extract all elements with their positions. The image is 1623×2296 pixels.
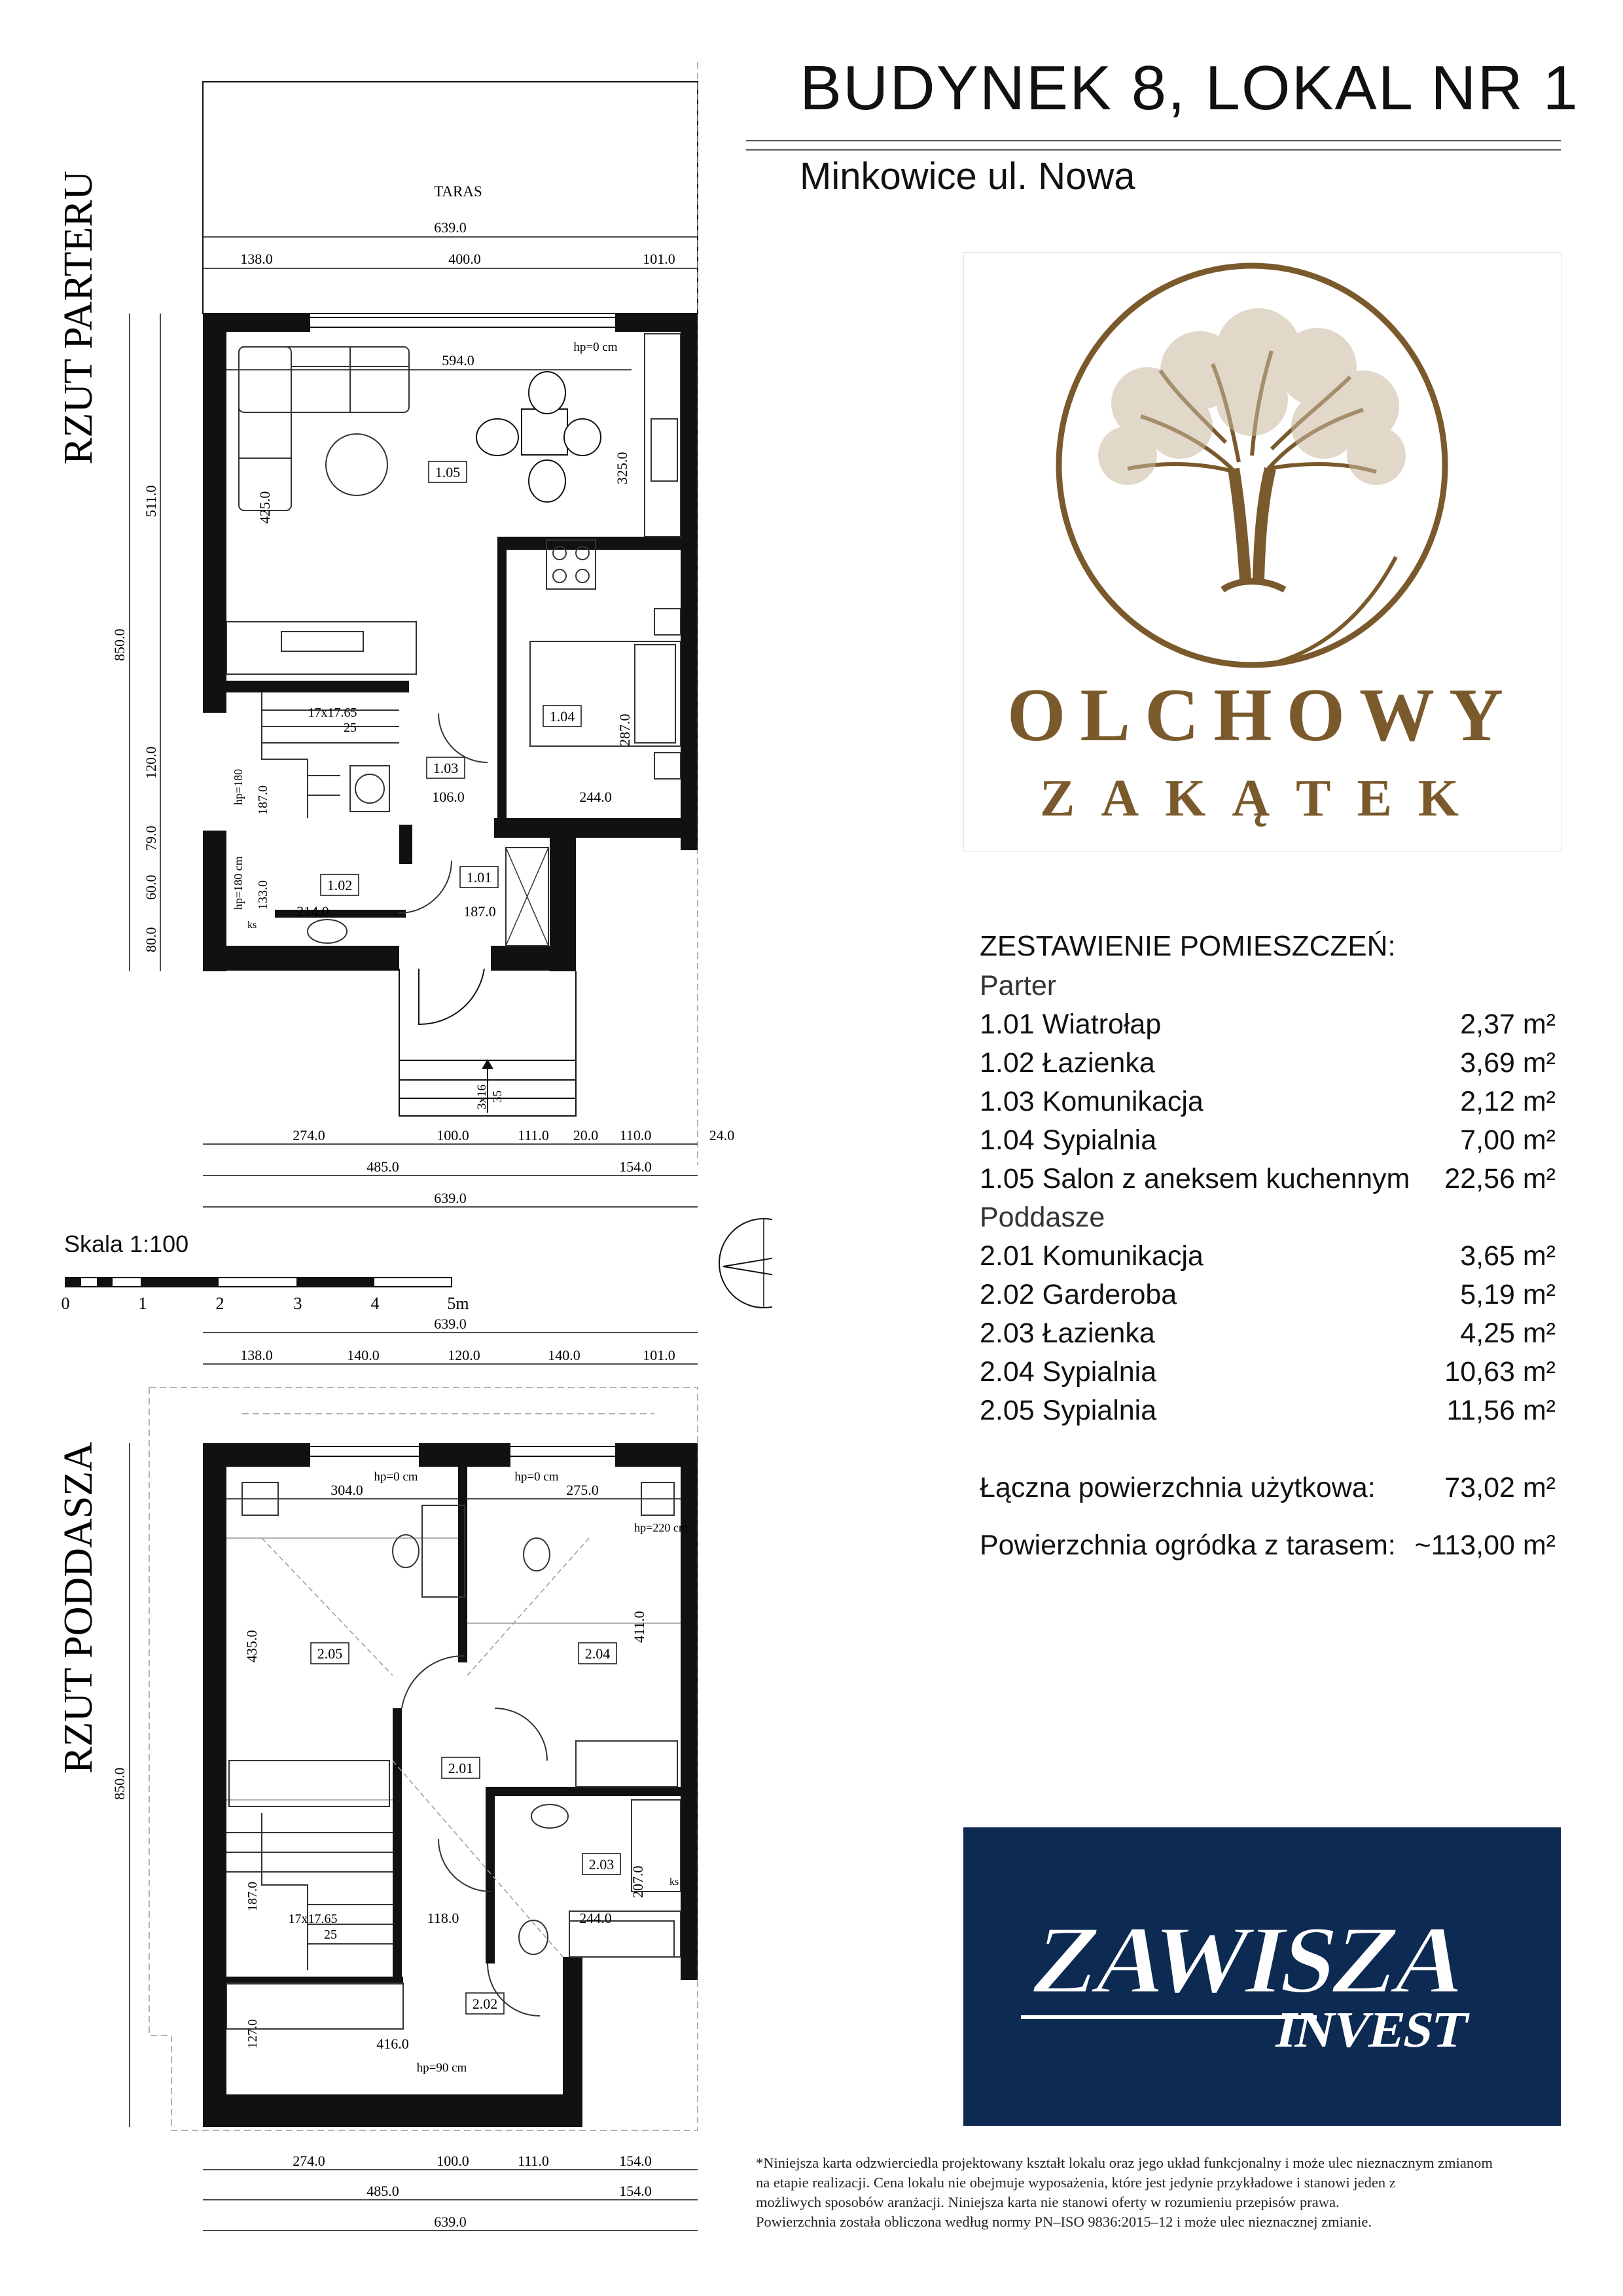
floor-plans — [0, 0, 772, 2265]
stairs — [226, 622, 416, 818]
rooms-heading: ZESTAWIENIE POMIESZCZEŃ: — [980, 930, 1396, 962]
svg-text:639.0: 639.0 — [434, 1316, 467, 1332]
scale-bar — [62, 1278, 469, 1313]
title-rule-2 — [746, 149, 1561, 151]
svg-text:hp=90 cm: hp=90 cm — [416, 2061, 467, 2075]
svg-text:325.0: 325.0 — [614, 452, 630, 484]
tree-emblem-icon — [964, 253, 1561, 852]
svg-text:639.0: 639.0 — [434, 219, 467, 236]
room-row: 1.01 Wiatrołap 2,37 m² — [980, 1009, 1556, 1040]
svg-text:hp=0 cm: hp=0 cm — [573, 340, 618, 354]
svg-text:hp=180 cm: hp=180 cm — [232, 856, 245, 910]
svg-text:485.0: 485.0 — [366, 2183, 399, 2199]
ground-floor-label: Parter — [980, 970, 1057, 1001]
attic-label: Poddasze — [980, 1202, 1105, 1233]
svg-text:594.0: 594.0 — [442, 352, 474, 368]
svg-text:101.0: 101.0 — [643, 1347, 675, 1363]
svg-text:110.0: 110.0 — [619, 1127, 652, 1143]
svg-text:1.02: 1.02 — [327, 877, 353, 893]
svg-text:60.0: 60.0 — [143, 874, 159, 900]
svg-text:100.0: 100.0 — [437, 2153, 469, 2169]
svg-text:2.02: 2.02 — [472, 1996, 498, 2012]
svg-text:287.0: 287.0 — [616, 713, 633, 746]
svg-text:2.05: 2.05 — [317, 1645, 343, 1662]
olchowy-logo — [963, 252, 1562, 852]
svg-text:20.0: 20.0 — [573, 1127, 599, 1143]
usable-area-row: Łączna powierzchnia użytkowa: 73,02 m² — [980, 1472, 1556, 1503]
svg-text:133.0: 133.0 — [256, 880, 270, 910]
room-row: 1.05 Salon z aneksem kuchennym 22,56 m² — [980, 1163, 1556, 1194]
svg-text:138.0: 138.0 — [240, 251, 273, 267]
svg-text:274.0: 274.0 — [293, 2153, 325, 2169]
svg-text:154.0: 154.0 — [619, 2183, 652, 2199]
svg-text:425.0: 425.0 — [257, 491, 273, 524]
scale-tick-4: 4 — [370, 1294, 380, 1313]
svg-text:120.0: 120.0 — [448, 1347, 480, 1363]
svg-text:35: 35 — [491, 1090, 505, 1103]
svg-text:274.0: 274.0 — [293, 1127, 325, 1143]
ground-plan-label: RZUT PARTERU — [56, 170, 101, 465]
svg-text:17x17.65: 17x17.65 — [308, 706, 357, 720]
bathtub — [519, 1804, 681, 1957]
svg-text:416.0: 416.0 — [376, 2036, 409, 2052]
svg-text:118.0: 118.0 — [427, 1910, 459, 1926]
bed — [530, 609, 681, 779]
room-row: 2.02 Garderoba 5,19 m² — [980, 1279, 1556, 1310]
coffee-table — [326, 434, 387, 495]
svg-text:187.0: 187.0 — [463, 903, 496, 920]
attic-floor-plan — [56, 1316, 698, 2231]
svg-text:17x17.65: 17x17.65 — [288, 1912, 338, 1926]
room-row: 1.02 Łazienka 3,69 m² — [980, 1047, 1556, 1079]
svg-text:80.0: 80.0 — [143, 927, 159, 952]
scale-tick-5: 5m — [447, 1294, 469, 1313]
terrace-label: TARAS — [434, 183, 482, 200]
room-row: 2.01 Komunikacja 3,65 m² — [980, 1240, 1556, 1272]
svg-text:187.0: 187.0 — [245, 1882, 260, 1911]
scale-tick-1: 1 — [138, 1294, 147, 1313]
svg-text:2.03: 2.03 — [588, 1856, 615, 1873]
svg-text:79.0: 79.0 — [143, 825, 159, 851]
title-rule — [746, 140, 1561, 141]
svg-text:400.0: 400.0 — [448, 251, 481, 267]
area-totals — [980, 1466, 1556, 1567]
svg-text:25: 25 — [324, 1928, 337, 1942]
svg-text:2.01: 2.01 — [448, 1760, 474, 1776]
disclaimer: *Niniejsza karta odzwierciedla projektowany kształt lokalu oraz jego układ funkcjonalny i może ulec nieznacznym zmianom na etapie realizacji. Cena lokalu nie obejmuje wyposażenia, które jest jedynie przykładowe i stanowi jeden z możliwych sposobów aranżacji. Niniejsza karta nie stanowi oferty w rozumieniu przepisów prawa. Powierzchnia została obliczona według normy PN–ISO 9836:2015–12 i może ulec nieznacznej zmianie. — [756, 2155, 1493, 2230]
svg-text:1.03: 1.03 — [433, 760, 459, 776]
svg-text:ks: ks — [669, 1876, 679, 1888]
svg-text:411.0: 411.0 — [631, 1611, 647, 1643]
svg-text:511.0: 511.0 — [143, 485, 159, 517]
brand-line1: ZAWISZA — [1023, 1907, 1474, 2014]
svg-text:1.04: 1.04 — [549, 708, 575, 725]
svg-text:214.0: 214.0 — [296, 903, 329, 920]
svg-text:850.0: 850.0 — [111, 1767, 128, 1800]
page-title: BUDYNEK 8, LOKAL NR 1 — [800, 53, 1579, 123]
svg-text:111.0: 111.0 — [518, 1127, 549, 1143]
scale-tick-2: 2 — [215, 1294, 224, 1313]
svg-text:2.04: 2.04 — [584, 1645, 611, 1662]
room-tag: 1.05 — [435, 464, 461, 480]
svg-text:207.0: 207.0 — [630, 1865, 646, 1898]
dining-set — [476, 372, 601, 502]
sofa — [239, 347, 409, 511]
svg-text:304.0: 304.0 — [330, 1482, 363, 1498]
scale-tick-0: 0 — [61, 1294, 70, 1313]
svg-text:3x16: 3x16 — [475, 1085, 489, 1109]
svg-text:140.0: 140.0 — [548, 1347, 580, 1363]
svg-text:850.0: 850.0 — [111, 628, 128, 661]
svg-text:100.0: 100.0 — [437, 1127, 469, 1143]
logo-line1: OLCHOWY — [1007, 673, 1518, 757]
logo-line2: ZAKĄTEK — [1039, 770, 1486, 827]
svg-text:154.0: 154.0 — [619, 1158, 652, 1175]
room-row: 2.03 Łazienka 4,25 m² — [980, 1318, 1556, 1349]
svg-text:639.0: 639.0 — [434, 2214, 467, 2230]
garden-area-row: Powierzchnia ogródka z tarasem: ~113,00 m² — [980, 1530, 1556, 1561]
svg-text:hp=0 cm: hp=0 cm — [514, 1470, 559, 1484]
svg-text:138.0: 138.0 — [240, 1347, 273, 1363]
ground-floor-plan — [56, 62, 734, 1207]
svg-text:275.0: 275.0 — [566, 1482, 599, 1498]
svg-text:24.0: 24.0 — [709, 1127, 735, 1143]
scale-label: Skala 1:100 — [64, 1230, 189, 1257]
room-row: 2.04 Sypialnia 10,63 m² — [980, 1356, 1556, 1388]
svg-text:hp=220 cm: hp=220 cm — [634, 1521, 688, 1534]
svg-text:244.0: 244.0 — [579, 789, 612, 805]
room-row: 2.05 Sypialnia 11,56 m² — [980, 1395, 1556, 1426]
svg-text:435.0: 435.0 — [243, 1630, 260, 1662]
svg-text:485.0: 485.0 — [366, 1158, 399, 1175]
attic-plan-label: RZUT PODDASZA — [56, 1442, 101, 1774]
location-subtitle: Minkowice ul. Nowa — [800, 155, 1135, 198]
desk — [226, 1482, 681, 2029]
svg-text:140.0: 140.0 — [347, 1347, 380, 1363]
svg-text:106.0: 106.0 — [432, 789, 465, 805]
svg-text:ks: ks — [247, 920, 257, 931]
svg-text:244.0: 244.0 — [579, 1910, 612, 1926]
svg-text:639.0: 639.0 — [434, 1190, 467, 1206]
svg-text:120.0: 120.0 — [143, 746, 159, 779]
brand-line2: INVEST — [1271, 2001, 1473, 2058]
svg-text:hp=180: hp=180 — [232, 768, 245, 805]
room-row: 1.03 Komunikacja 2,12 m² — [980, 1086, 1556, 1117]
svg-text:127.0: 127.0 — [245, 2019, 260, 2049]
svg-text:187.0: 187.0 — [256, 785, 270, 815]
rooms-summary — [980, 926, 1556, 1430]
scale-tick-3: 3 — [293, 1294, 302, 1313]
svg-text:1.01: 1.01 — [466, 869, 492, 886]
room-row: 1.04 Sypialnia 7,00 m² — [980, 1124, 1556, 1156]
north-arrow-icon — [719, 1219, 772, 1308]
svg-text:101.0: 101.0 — [643, 251, 675, 267]
svg-text:154.0: 154.0 — [619, 2153, 652, 2169]
svg-text:hp=0 cm: hp=0 cm — [374, 1470, 418, 1484]
zawisza-invest-logo — [963, 1827, 1561, 2126]
svg-text:111.0: 111.0 — [518, 2153, 549, 2169]
svg-text:25: 25 — [344, 721, 357, 735]
